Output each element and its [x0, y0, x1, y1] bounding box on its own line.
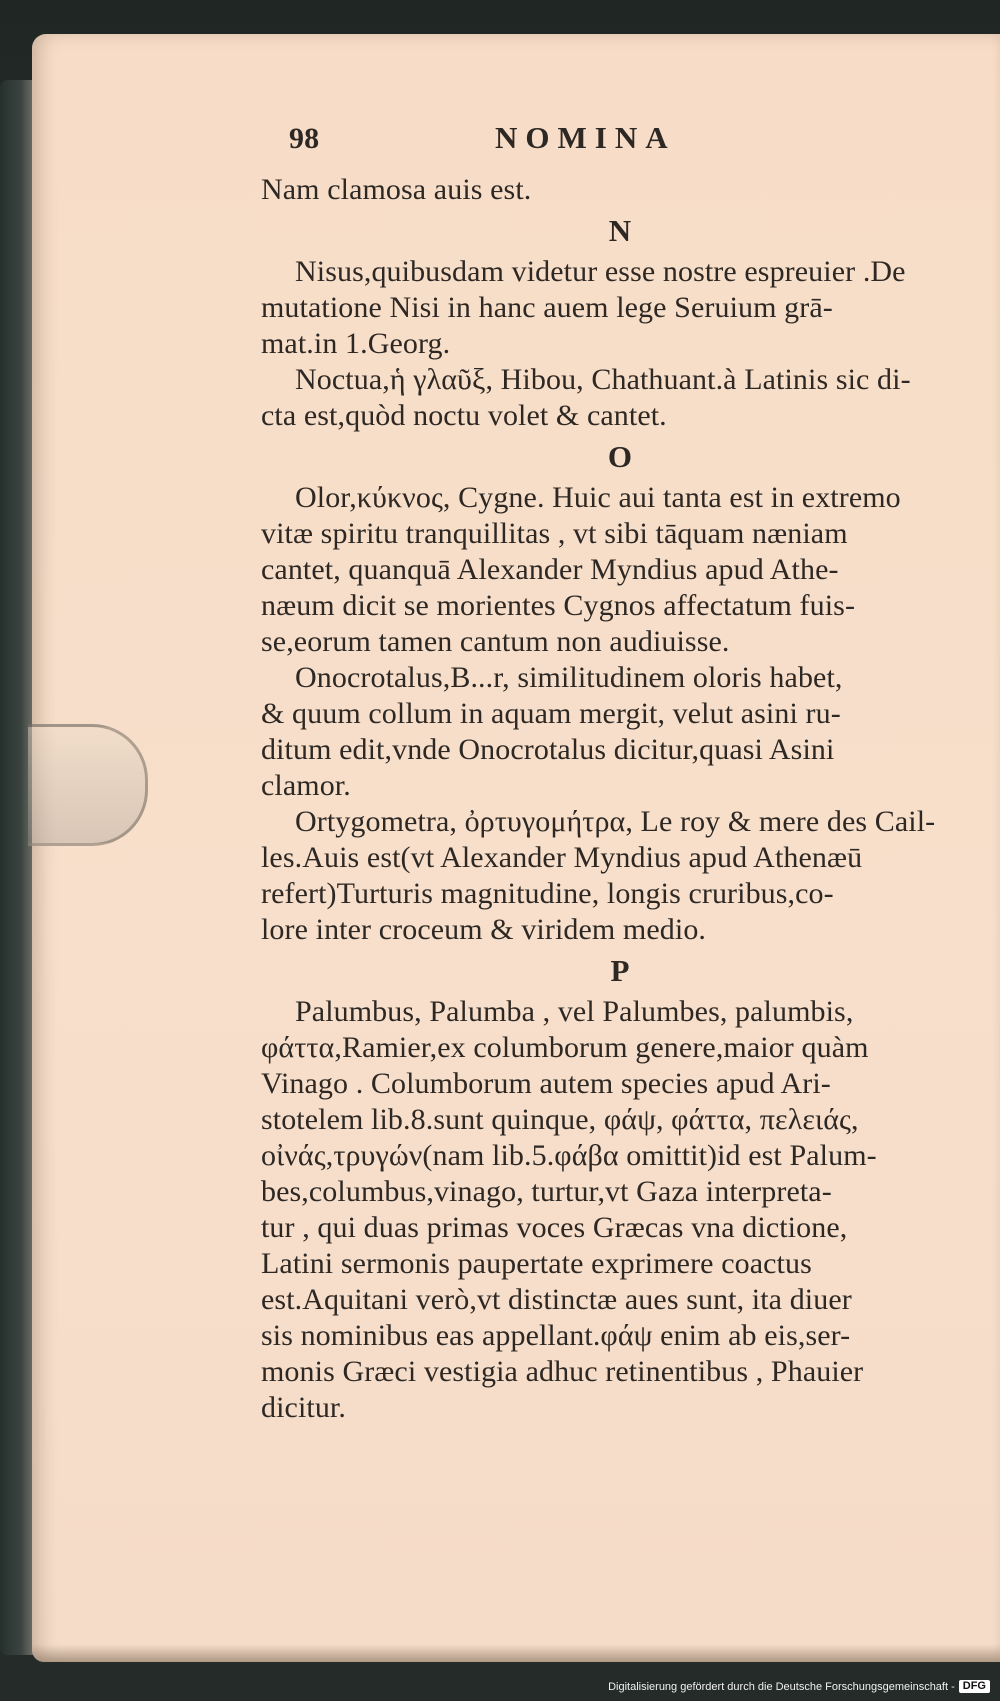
entry-line: Palumbus, Palumba , vel Palumbes, palumbis,: [295, 995, 854, 1028]
entry-line: Vinago . Columborum autem species apud Ari-: [261, 1067, 831, 1100]
entry-ortygometra: [261, 804, 979, 948]
page-header: [261, 122, 979, 170]
page-number: 98: [289, 122, 320, 155]
entry-line: Latini sermonis paupertate exprimere coactus: [261, 1247, 812, 1280]
entry-line: stotelem lib.8.sunt quinque, φάψ, φάττα, πελειάς,: [261, 1103, 859, 1136]
entry-line: & quum collum in aquam mergit, velut asini ru-: [261, 697, 841, 730]
entry-line: lore inter croceum & viridem medio.: [261, 913, 707, 946]
dfg-badge: DFG: [959, 1680, 990, 1693]
scan-footer-credit: [608, 1680, 990, 1693]
section-heading-o: O: [607, 439, 633, 474]
book-spine-edge: [0, 80, 34, 1655]
entry-onocrotalus: [261, 660, 979, 804]
entry-noctua: [261, 362, 979, 434]
entry-line: refert)Turturis magnitudine, longis cruribus,co-: [261, 877, 834, 910]
entry-line: monis Græci vestigia adhuc retinentibus , Phauier: [261, 1355, 864, 1388]
page-content: [261, 122, 979, 1426]
entry-line: næum dicit se morientes Cygnos affectatum fuis-: [261, 589, 856, 622]
entry-line: Olor,κύκνος, Cygne. Huic aui tanta est in extremo: [295, 481, 901, 514]
entry-line: se,eorum tamen cantum non audiuisse.: [261, 625, 730, 658]
footer-credit-text: Digitalisierung gefördert durch die Deutsche Forschungsgemeinschaft -: [608, 1680, 955, 1693]
entry-line: bes,columbus,vinago, turtur,vt Gaza interpreta-: [261, 1175, 832, 1208]
book-page: [32, 34, 1000, 1662]
entry-olor: [261, 480, 979, 660]
entry-palumbus: [261, 994, 979, 1426]
section-o: [261, 438, 979, 948]
entry-line: Ortygometra, ὀρτυγομήτρα, Le roy & mere des Cail-: [295, 805, 936, 838]
entry-line: Noctua,ἡ γλαῦξ, Hibou, Chathuant.à Latinis sic di-: [295, 363, 911, 396]
section-heading-p: P: [610, 953, 630, 988]
entry-line: ditum edit,vnde Onocrotalus dicitur,quasi Asini: [261, 733, 835, 766]
bookmark-tab: [28, 724, 148, 846]
entry-line: mutatione Nisi in hanc auem lege Seruium grā-: [261, 291, 833, 324]
running-head: NOMINA: [495, 120, 676, 155]
entry-line: φάττα,Ramier,ex columborum genere,maior quàm: [261, 1031, 869, 1064]
section-heading-n: N: [608, 213, 632, 248]
entry-line: clamor.: [261, 769, 351, 802]
entry-line: Nisus,quibusdam videtur esse nostre espreuier .De: [295, 255, 906, 288]
entry-line: Onocrotalus,B...r, similitudinem oloris habet,: [295, 661, 843, 694]
entry-line: vitæ spiritu tranquillitas , vt sibi tāquam næniam: [261, 517, 848, 550]
entry-line: tur , qui duas primas voces Græcas vna dictione,: [261, 1211, 848, 1244]
entry-line: sis nominibus eas appellant.φάψ enim ab eis,ser-: [261, 1319, 851, 1352]
section-p: [261, 952, 979, 1426]
entry-line: cantet, quanquā Alexander Myndius apud Athe-: [261, 553, 839, 586]
entry-line: mat.in 1.Georg.: [261, 327, 451, 360]
entry-line: cta est,quòd noctu volet & cantet.: [261, 399, 667, 432]
intro-line: Nam clamosa auis est.: [261, 173, 532, 206]
section-n: [261, 212, 979, 434]
entry-line: est.Aquitani verò,vt distinctæ aues sunt, ita diuer: [261, 1283, 852, 1316]
entry-line: οἰνάς,τρυγών(nam lib.5.φάβα omittit)id est Palum-: [261, 1139, 877, 1172]
entry-line: les.Auis est(vt Alexander Myndius apud Athenæū: [261, 841, 863, 874]
entry-nisus: [261, 254, 979, 362]
entry-line: dicitur.: [261, 1391, 346, 1424]
